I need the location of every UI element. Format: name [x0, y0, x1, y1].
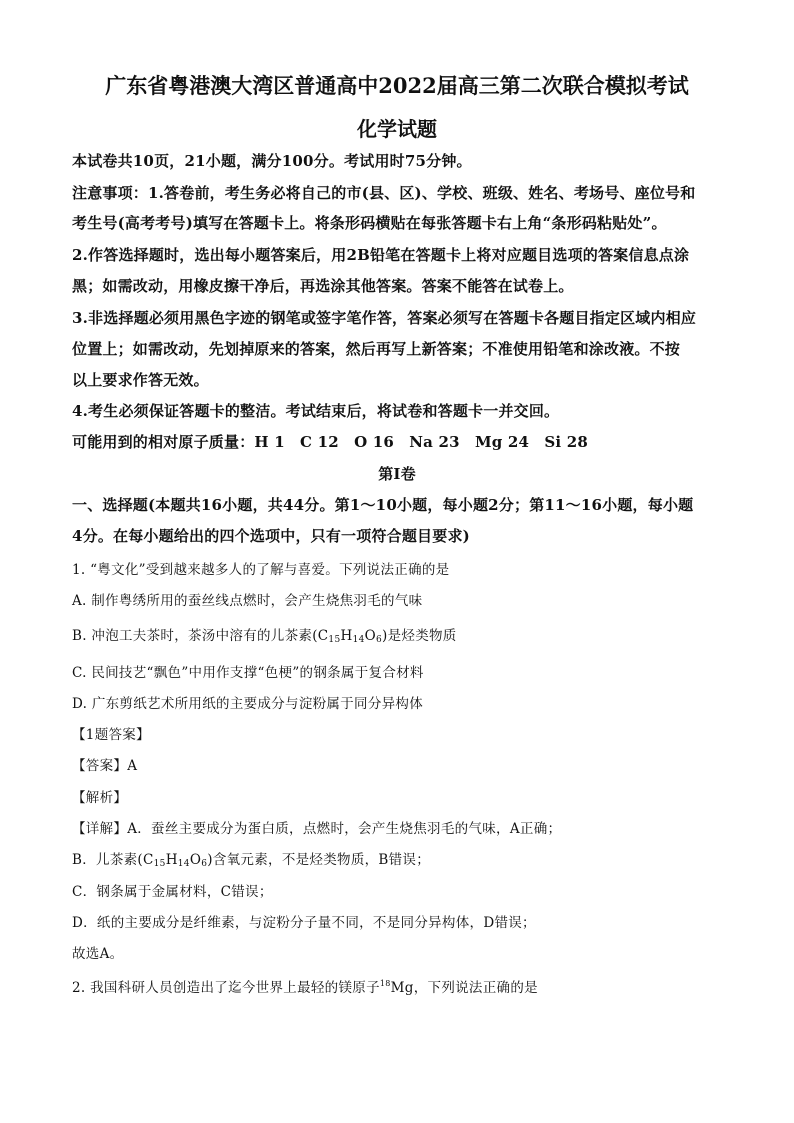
section-heading-line-2: 4分。在每小题给出的四个选项中，只有一项符合题目要求) [72, 527, 470, 545]
element-symbol: Mg [390, 980, 414, 996]
question-1-option-d: D. 广东剪纸艺术所用纸的主要成分与淀粉属于同分异构体 [72, 696, 424, 712]
note-3-line-2: 位置上；如需改动，先划掉原来的答案，然后再写上新答案；不准使用铅笔和涂改液。不按 [72, 340, 681, 358]
formula-o: O [364, 628, 376, 644]
note-3-line-1: 3.非选择题必须用黑色字迹的钢笔或签字笔作答，答案必须写在答题卡各题目指定区域内相应 [72, 309, 697, 327]
option-b-text-start: B. 冲泡工夫茶时，茶汤中溶有的儿茶素( [72, 628, 318, 644]
detail-d: D．纸的主要成分是纤维素，与淀粉分子量不同，不是同分异构体，D错误； [72, 915, 536, 931]
section-heading-line-1: 一、选择题(本题共16小题，共44分。第1～10小题，每小题2分；第11～16小题，每小题 [72, 496, 694, 514]
note-2-line-1: 2.作答选择题时，选出每小题答案后，用2B铅笔在答题卡上将对应题目选项的答案信息点涂 [72, 246, 690, 264]
question-2-stem [72, 976, 538, 996]
formula-h: H [340, 628, 353, 644]
note-1-line-2: 考生号(高考考号)填写在答题卡上。将条形码横贴在每张答题卡右上角“条形码粘贴处”。 [72, 214, 667, 232]
detail-b-text-end: )含氧元素，不是烃类物质，B错误； [207, 852, 431, 868]
formula-o-subscript: 6 [376, 635, 383, 645]
answer-line: 【答案】A [72, 758, 138, 774]
detail-formula-h: H [165, 852, 178, 868]
formula-c: C [317, 628, 329, 644]
analysis-heading: 【解析】 [72, 790, 128, 806]
question-1-option-b [72, 624, 457, 645]
formula-h-subscript: 14 [352, 635, 365, 645]
answer-tag: 【1题答案】 [72, 727, 150, 743]
note-4: 4.考生必须保证答题卡的整洁。考试结束后，将试卷和答题卡一并交回。 [72, 402, 560, 420]
detail-a: 【详解】A．蚕丝主要成分为蛋白质，点燃时，会产生烧焦羽毛的气味，A正确； [72, 821, 562, 837]
question-1-option-a: A. 制作粤绣所用的蚕丝线点燃时，会产生烧焦羽毛的气味 [72, 593, 423, 609]
option-b-text-end: )是烃类物质 [382, 628, 457, 644]
note-2-line-2: 黑；如需改动，用橡皮擦干净后，再选涂其他答案。答案不能答在试卷上。 [72, 277, 574, 295]
detail-formula-h-subscript: 14 [177, 859, 190, 869]
atomic-masses: 可能用到的相对原子质量：H 1 C 12 O 16 Na 23 Mg 24 Si 28 [72, 433, 588, 451]
detail-b-text-start: B．儿茶素( [72, 852, 143, 868]
question-2-text-start: 2. 我国科研人员创造出了迄今世界上最轻的镁原子 [72, 980, 380, 996]
detail-c: C．钢条属于金属材料，C错误； [72, 884, 273, 900]
question-1-option-c: C. 民间技艺“飘色”中用作支撑“色梗”的钢条属于复合材料 [72, 665, 424, 681]
exam-title: 广东省粤港澳大湾区普通高中2022届高三第二次联合模拟考试 [105, 73, 689, 98]
detail-formula-o-subscript: 6 [201, 859, 208, 869]
detail-b [72, 848, 430, 869]
conclusion: 故选A。 [72, 946, 124, 962]
question-1-stem: 1. “粤文化”受到越来越多人的了解与喜爱。下列说法正确的是 [72, 562, 450, 578]
detail-formula-c: C [143, 852, 154, 868]
question-2-text-end: ，下列说法正确的是 [413, 980, 538, 996]
volume-heading: 第Ⅰ卷 [378, 465, 416, 483]
detail-formula-o: O [189, 852, 202, 868]
mass-number: 18 [379, 979, 391, 988]
note-3-line-3: 以上要求作答无效。 [72, 371, 209, 389]
note-1-line-1: 注意事项：1.答卷前，考生务必将自己的市(县、区)、学校、班级、姓名、考场号、座位号和 [72, 184, 696, 202]
exam-intro: 本试卷共10页，21小题，满分100分。考试用时75分钟。 [72, 152, 472, 170]
formula-c-subscript: 15 [328, 635, 341, 645]
detail-formula-c-subscript: 15 [153, 859, 166, 869]
exam-subtitle: 化学试题 [357, 117, 437, 141]
